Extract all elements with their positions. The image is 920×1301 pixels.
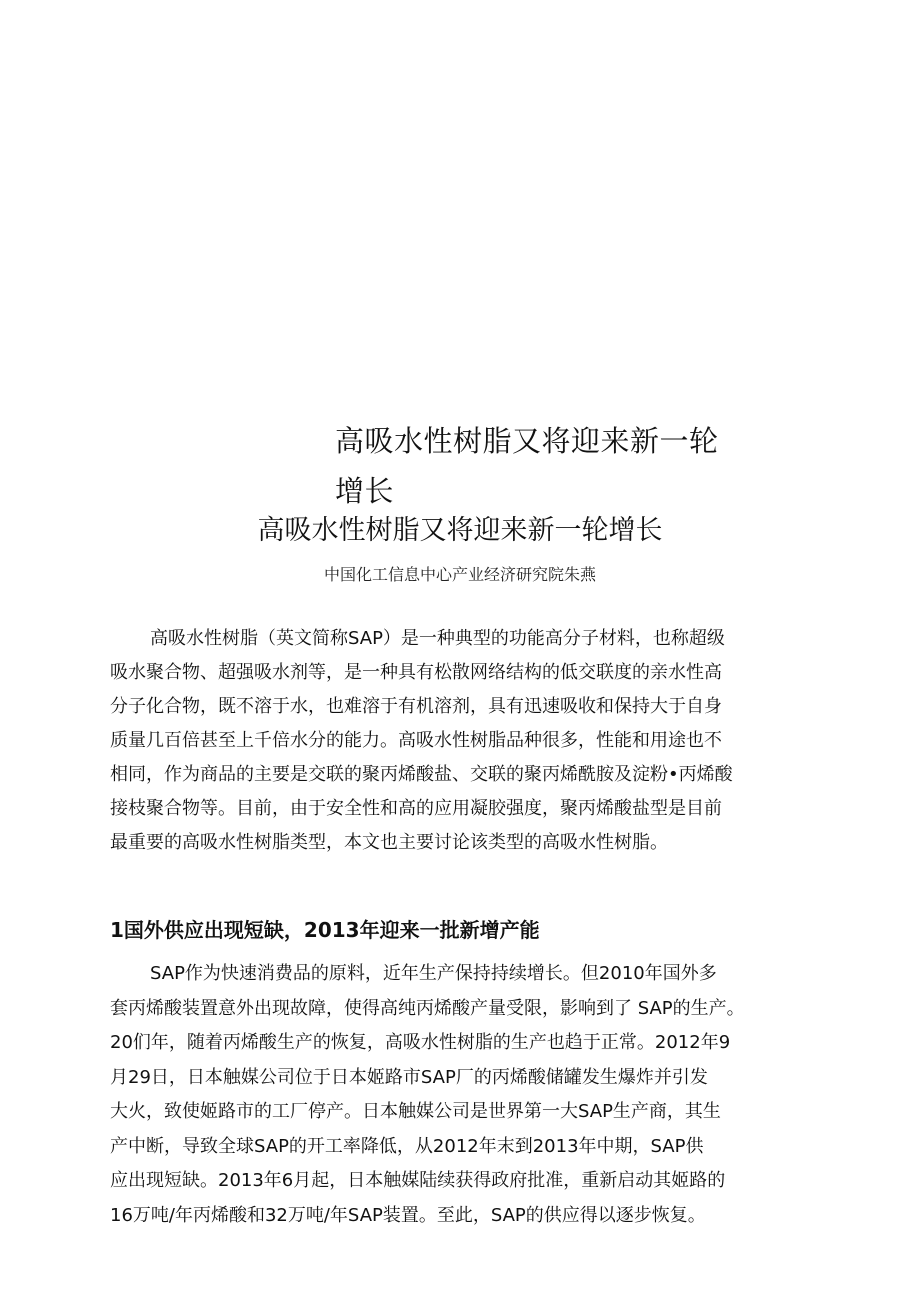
paragraph-line: 大火，致使姬路市的工厂停产。日本触媒公司是世界第一大SAP生产商，其生 bbox=[110, 1101, 721, 1122]
document-title-line-2: 增长 bbox=[335, 474, 395, 508]
paragraph-line: 产中断，导致全球SAP的开工率降低，从2012年末到2013年中期，SAP供 bbox=[110, 1135, 704, 1157]
section-1-paragraph bbox=[110, 957, 810, 1233]
paragraph-line: 吸水聚合物、超强吸水剂等，是一种具有松散网络结构的低交联度的亲水性高 bbox=[110, 662, 722, 683]
paragraph-line: 质量几百倍甚至上千倍水分的能力。高吸水性树脂品种很多，性能和用途也不 bbox=[110, 730, 722, 751]
author-line: 中国化工信息中心产业经济研究院朱燕 bbox=[323, 565, 596, 584]
paragraph-line: 16万吨/年丙烯酸和32万吨/年SAP装置。至此，SAP的供应得以逐步恢复。 bbox=[110, 1204, 706, 1226]
document-title-block bbox=[335, 416, 795, 516]
paragraph-line: 接枝聚合物等。目前，由于安全性和高的应用凝胶强度，聚丙烯酸盐型是目前 bbox=[110, 798, 722, 819]
paragraph-line: 月29日，日本触媒公司位于日本姬路市SAP厂的丙烯酸储罐发生爆炸并引发 bbox=[110, 1066, 708, 1088]
main-title: 高吸水性树脂又将迎来新一轮增长 bbox=[257, 515, 663, 546]
section-heading: 1国外供应出现短缺，2013年迎来一批新增产能 bbox=[110, 918, 540, 942]
document-title-line-1: 高吸水性树脂又将迎来新一轮 bbox=[335, 424, 719, 458]
paragraph-line: 套丙烯酸装置意外出现故障，使得高纯丙烯酸产量受限，影响到了 SAP的生产。 bbox=[110, 997, 745, 1019]
paragraph-line: 应出现短缺。2013年6月起，日本触媒陆续获得政府批准，重新启动其姬路的 bbox=[110, 1170, 726, 1191]
paragraph-line: SAP作为快速消费品的原料，近年生产保持持续增长。但2010年国外多 bbox=[150, 963, 717, 984]
paragraph-line: 分子化合物，既不溶于水，也难溶于有机溶剂，具有迅速吸收和保持大于自身 bbox=[110, 696, 722, 717]
paragraph-line: 高吸水性树脂（英文简称SAP）是一种典型的功能高分子材料，也称超级 bbox=[150, 628, 725, 649]
paragraph-line: 相同，作为商品的主要是交联的聚丙烯酸盐、交联的聚丙烯酰胺及淀粉•丙烯酸 bbox=[110, 764, 733, 785]
paragraph-line: 20们年，随着丙烯酸生产的恢复，高吸水性树脂的生产也趋于正常。2012年9 bbox=[110, 1032, 731, 1053]
intro-paragraph bbox=[110, 622, 810, 860]
paragraph-line: 最重要的高吸水性树脂类型，本文也主要讨论该类型的高吸水性树脂。 bbox=[110, 832, 668, 853]
